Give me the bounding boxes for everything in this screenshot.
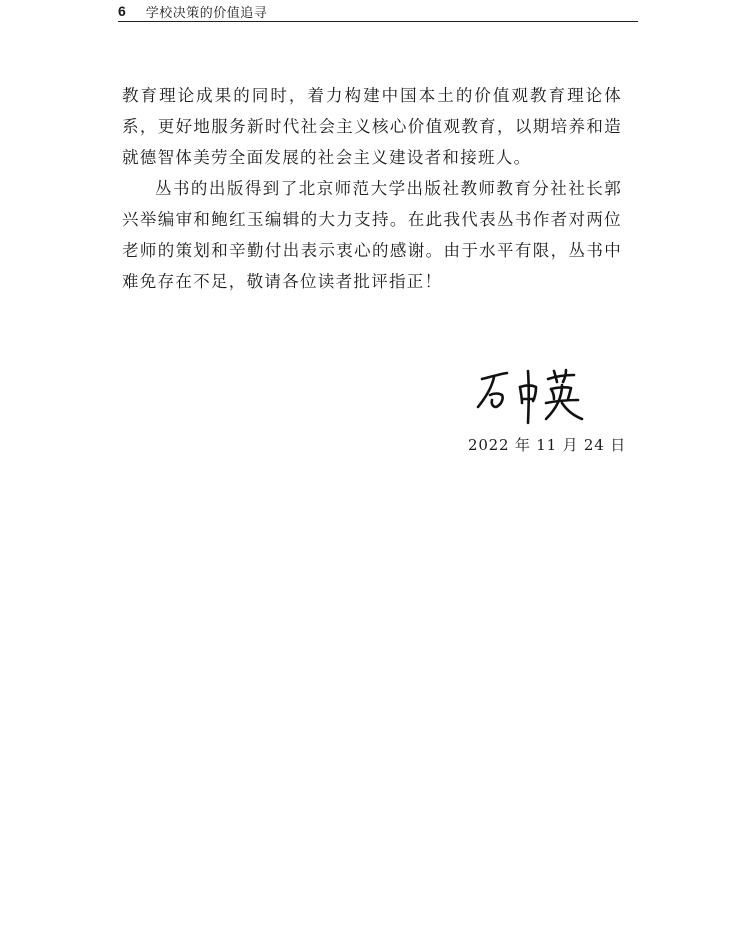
paragraph-2-line-1: 丛书的出版得到了北京师范大学出版社教师教育分社社长 xyxy=(155,179,605,198)
paragraph-1-line-2: 系，更好地服务新时代社会主义核心价值观教育，以期培养和 xyxy=(122,117,605,136)
paragraph-1-line-3: 造就德智体美劳全面发展的社会主义建设者和接班人。 xyxy=(122,117,622,167)
paragraph-2-line-3: 两位老师的策划和辛勤付出表示衷心的感谢。由于水平有限， xyxy=(122,210,622,260)
running-title: 学校决策的价值追寻 xyxy=(145,5,268,21)
page-number: 6 xyxy=(118,3,126,19)
paragraph-2-line-4: 丛书中难免存在不足，敬请各位读者批评指正！ xyxy=(122,241,623,291)
paragraph-1 xyxy=(122,80,622,173)
paragraph-2 xyxy=(122,173,622,297)
header-rule xyxy=(118,21,638,22)
body-text xyxy=(122,80,622,297)
paragraph-1-line-1: 教育理论成果的同时，着力构建中国本土的价值观教育理论体 xyxy=(122,86,622,105)
running-header xyxy=(118,0,267,22)
date: 2022 年 11 月 24 日 xyxy=(468,436,626,454)
handwritten-signature xyxy=(474,365,594,427)
paragraph-2-line-2: 郭兴举编审和鲍红玉编辑的大力支持。在此我代表丛书作者对 xyxy=(122,179,622,229)
